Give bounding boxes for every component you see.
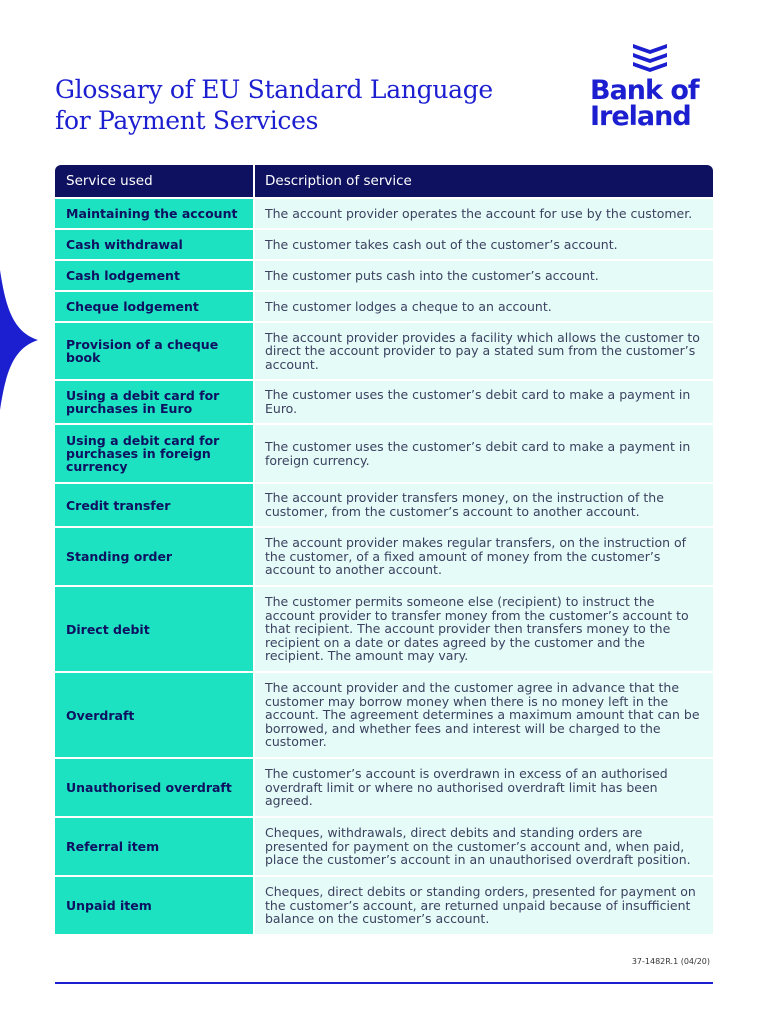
table-header xyxy=(55,165,713,197)
service-cell: Cash lodgement xyxy=(55,261,255,290)
header-description: Description of service xyxy=(265,173,412,189)
service-cell: Cash withdrawal xyxy=(55,230,255,259)
page-title-line-2: for Payment Services xyxy=(55,106,319,135)
logo-wordmark-line-1: Bank of xyxy=(590,75,699,106)
table-row xyxy=(55,259,713,290)
table-row xyxy=(55,482,713,526)
description-cell: The customer uses the customer’s debit card to make a payment in Euro. xyxy=(255,381,713,423)
table-row xyxy=(55,585,713,671)
description-cell: The customer uses the customer’s debit card to make a payment in foreign currency. xyxy=(255,425,713,482)
bank-of-ireland-stag-chevrons-icon xyxy=(630,40,670,74)
table-row xyxy=(55,671,713,757)
service-cell: Overdraft xyxy=(55,673,255,757)
page-title-line-1: Glossary of EU Standard Language xyxy=(55,75,493,104)
table-row xyxy=(55,197,713,228)
service-cell: Cheque lodgement xyxy=(55,292,255,321)
description-cell: The account provider operates the account for use by the customer. xyxy=(255,199,713,228)
service-cell: Direct debit xyxy=(55,587,255,671)
description-cell: Cheques, withdrawals, direct debits and standing orders are presented for payment on the customer’s account and, when paid, place the customer’s account in an unauthorised overdraft position. xyxy=(255,818,713,875)
table-row xyxy=(55,526,713,585)
document-reference-code: 37-1482R.1 (04/20) xyxy=(631,957,710,966)
description-cell: The customer puts cash into the customer’s account. xyxy=(255,261,713,290)
description-cell: The account provider makes regular transfers, on the instruction of the customer, of a fixed amount of money from the customer’s account to another account. xyxy=(255,528,713,585)
description-cell: The account provider and the customer agree in advance that the customer may borrow money when there is no money left in the account. The agreement determines a maximum amount that can be borrowed, and whether fees and interest will be charged to the customer. xyxy=(255,673,713,757)
service-cell: Standing order xyxy=(55,528,255,585)
glossary-table xyxy=(55,165,713,934)
header-service-used: Service used xyxy=(55,165,255,197)
description-cell: The account provider transfers money, on the instruction of the customer, from the customer’s account to another account. xyxy=(255,484,713,526)
description-cell: Cheques, direct debits or standing orders, presented for payment on the customer’s account, are returned unpaid because of insufficient balance on the customer’s account. xyxy=(255,877,713,934)
service-cell: Using a debit card for purchases in Euro xyxy=(55,381,255,423)
table-row xyxy=(55,875,713,934)
description-cell: The account provider provides a facility which allows the customer to direct the account provider to pay a stated sum from the customer’s account. xyxy=(255,323,713,379)
page-title xyxy=(55,74,575,136)
service-cell: Unauthorised overdraft xyxy=(55,759,255,816)
decorative-star-shape xyxy=(0,270,40,410)
logo-wordmark-line-2: Ireland xyxy=(590,101,691,132)
description-cell: The customer’s account is overdrawn in excess of an authorised overdraft limit or where no authorised overdraft limit has been agreed. xyxy=(255,759,713,816)
service-cell: Using a debit card for purchases in foreign currency xyxy=(55,425,255,482)
table-row xyxy=(55,321,713,379)
bank-of-ireland-logo xyxy=(590,40,715,135)
service-cell: Credit transfer xyxy=(55,484,255,526)
description-cell: The customer lodges a cheque to an account. xyxy=(255,292,713,321)
service-cell: Maintaining the account xyxy=(55,199,255,228)
table-row xyxy=(55,228,713,259)
service-cell: Referral item xyxy=(55,818,255,875)
table-row xyxy=(55,290,713,321)
logo-wordmark xyxy=(590,75,715,132)
service-cell: Provision of a cheque book xyxy=(55,323,255,379)
footer-divider xyxy=(55,982,713,984)
table-row xyxy=(55,757,713,816)
description-cell: The customer takes cash out of the customer’s account. xyxy=(255,230,713,259)
description-cell: The customer permits someone else (recipient) to instruct the account provider to transfer money from the customer’s account to that recipient. The account provider then transfers money to the recipient on a date or dates agreed by the customer and the recipient. The amount may vary. xyxy=(255,587,713,671)
table-row xyxy=(55,423,713,482)
service-cell: Unpaid item xyxy=(55,877,255,934)
table-row xyxy=(55,379,713,423)
table-row xyxy=(55,816,713,875)
